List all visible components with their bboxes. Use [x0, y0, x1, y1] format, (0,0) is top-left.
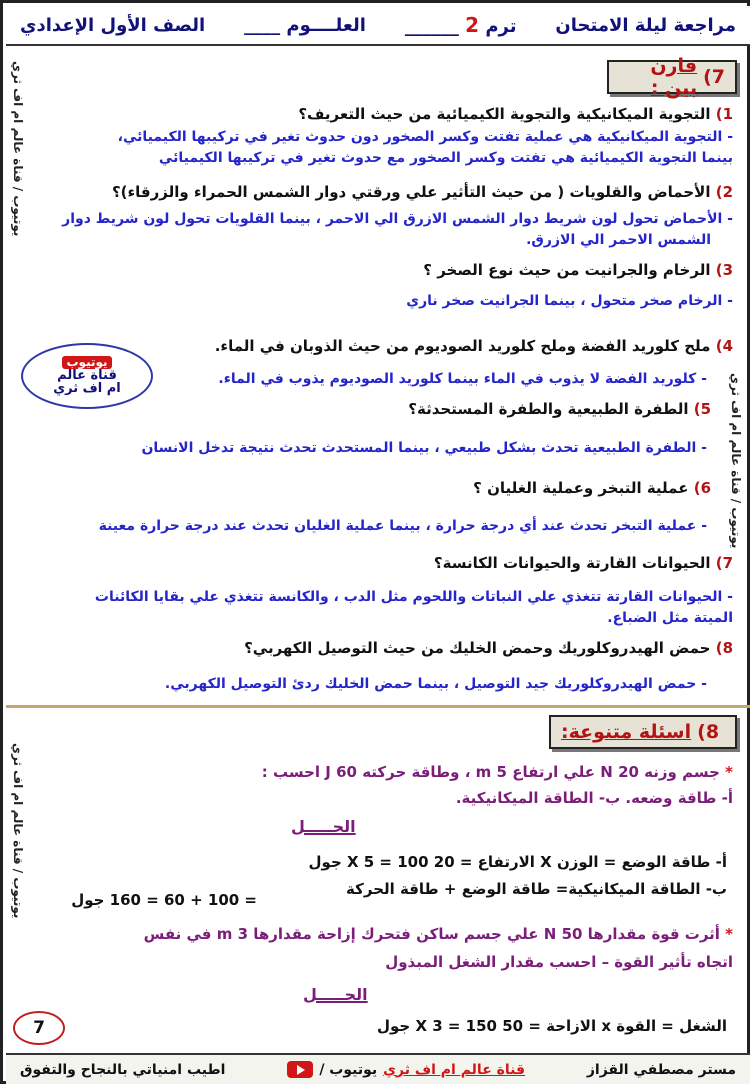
footer-channel: يوتيوب / قناة عالم ام اف ثري: [287, 1061, 525, 1078]
page-footer: [6, 1053, 750, 1084]
channel-stamp: يوتيوب قناة عالم ام اف ثري: [21, 343, 153, 409]
section-7-title: 7) قارن بين :: [607, 60, 737, 94]
compare-answer-5: - الطفرة الطبيعية تحدث بشكل طبيعي ، بينما المستحدث تحدث نتيجة تدخل الانسان: [141, 440, 707, 456]
footer-wishes: اطيب امنياتي بالنجاح والتفوق: [20, 1061, 226, 1078]
compare-answer-8: - حمض الهيدروكلوريك جيد التوصيل ، بينما حمض الخليك ردئ التوصيل الكهربي.: [164, 676, 707, 692]
compare-answer-3: - الرخام صخر متحول ، بينما الجرانيت صخر ناري: [406, 293, 733, 309]
problem-1-answer-b-value: = 100 + 60 = 160 جول: [71, 891, 257, 909]
compare-question-7: 7) الحيوانات القارتة والحيوانات الكانسة؟: [433, 554, 733, 572]
section-divider: [6, 705, 750, 708]
compare-question-3: 3) الرخام والجرانيت من حيث نوع الصخر ؟: [423, 261, 733, 279]
problem-1-answer-a: أ- طاقة الوضع = الوزن X الارتفاع = 20 X 5 = 100 جول: [308, 853, 727, 871]
compare-question-2: 2) الأحماض والقلويات ( من حيث التأثير علي ورقتي دوار الشمس الحمراء والزرقاء)؟: [111, 183, 733, 201]
review-title: مراجعة ليلة الامتحان: [555, 14, 736, 36]
compare-answer-2b: الشمس الاحمر الي الازرق.: [526, 232, 711, 248]
problem-1-answer-b: ب- الطاقة الميكانيكية= طاقة الوضع + طاقة الحركة: [346, 880, 727, 898]
subject-label: العلــــوم ____: [244, 14, 366, 36]
problem-2-question: اتجاه تأثير القوة – احسب مقدار الشغل المبذول: [385, 953, 733, 971]
compare-question-8: 8) حمض الهيدروكلوريك وحمض الخليك من حيث التوصيل الكهربي؟: [244, 639, 733, 657]
youtube-icon: [287, 1061, 313, 1078]
compare-answer-1a: - التجوية الميكانيكية هي عملية تفتت وكسر الصخور دون حدوث تغير في تركيبها الكيميائي،: [117, 129, 733, 145]
page-number: 7: [13, 1011, 65, 1045]
problem-2-answer: الشغل = القوة x الازاحة = 50 X 3 = 150 جول: [376, 1017, 727, 1035]
side-text-bottom-left: يوتيوب / قناة عالم ام اف ثري: [11, 743, 25, 919]
compare-answer-1b: بينما التجوية الكيميائية هي تفتت وكسر الصخور مع حدوث تغير في تركيبها الكيميائي: [158, 150, 733, 166]
compare-question-4: 4) ملح كلوريد الفضة وملح كلوريد الصوديوم من حيث الذوبان في الماء.: [214, 337, 733, 355]
grade-label: الصف الأول الإعدادي: [20, 14, 206, 36]
side-text-top-left: يوتيوب / قناة عالم ام اف ثري: [11, 61, 25, 237]
compare-question-6: 6) عملية التبخر وعملية الغليان ؟: [473, 479, 711, 497]
compare-question-1: 1) التجوية الميكانيكية والتجوية الكيميائية من حيث التعريف؟: [298, 105, 733, 123]
compare-answer-2a: - الأحماض تحول لون شريط دوار الشمس الازرق الي الاحمر ، بينما القلويات تحول لون شريط دوار: [62, 211, 733, 227]
compare-answer-4: - كلوريد الفضة لا يذوب في الماء بينما كلوريد الصوديوم يذوب في الماء.: [218, 371, 707, 387]
term-label: ترم 2 ______: [404, 13, 517, 37]
problem-1-parts: أ- طاقة وضعه. ب- الطاقة الميكانيكية.: [455, 789, 733, 807]
compare-answer-7a: - الحيوانات القارتة تتغذي علي النباتات واللحوم مثل الدب ، والكانسة تتغذي علي بقايا الكائنات: [94, 589, 733, 605]
compare-question-5: 5) الطفرة الطبيعية والطفرة المستحدثة؟: [408, 400, 711, 418]
page-header: [6, 6, 750, 46]
problem-1-statement: * جسم وزنه 20 N علي ارتفاع 5 m ، وطاقة حركته 60 J احسب :: [261, 763, 733, 781]
footer-teacher: مستر مصطفي القزاز: [586, 1061, 736, 1078]
side-text-mid-right: يوتيوب / قناة عالم ام اف ثري: [729, 373, 743, 549]
problem-1-solution-label: الحـــــل: [291, 817, 356, 836]
problem-2-solution-label: الحـــــل: [303, 985, 368, 1004]
problem-2-statement: * أثرت قوة مقدارها 50 N علي جسم ساكن فتحرك إزاحة مقدارها 3 m في نفس: [143, 925, 733, 943]
compare-answer-7b: الميتة مثل الضباع.: [607, 610, 733, 626]
section-8-title: 8) اسئلة متنوعة:: [549, 715, 737, 749]
compare-answer-6: - عملية التبخر تحدث عند أي درجة حرارة ، بينما عملية الغليان تحدث عند درجة حرارة معينة: [98, 518, 707, 534]
